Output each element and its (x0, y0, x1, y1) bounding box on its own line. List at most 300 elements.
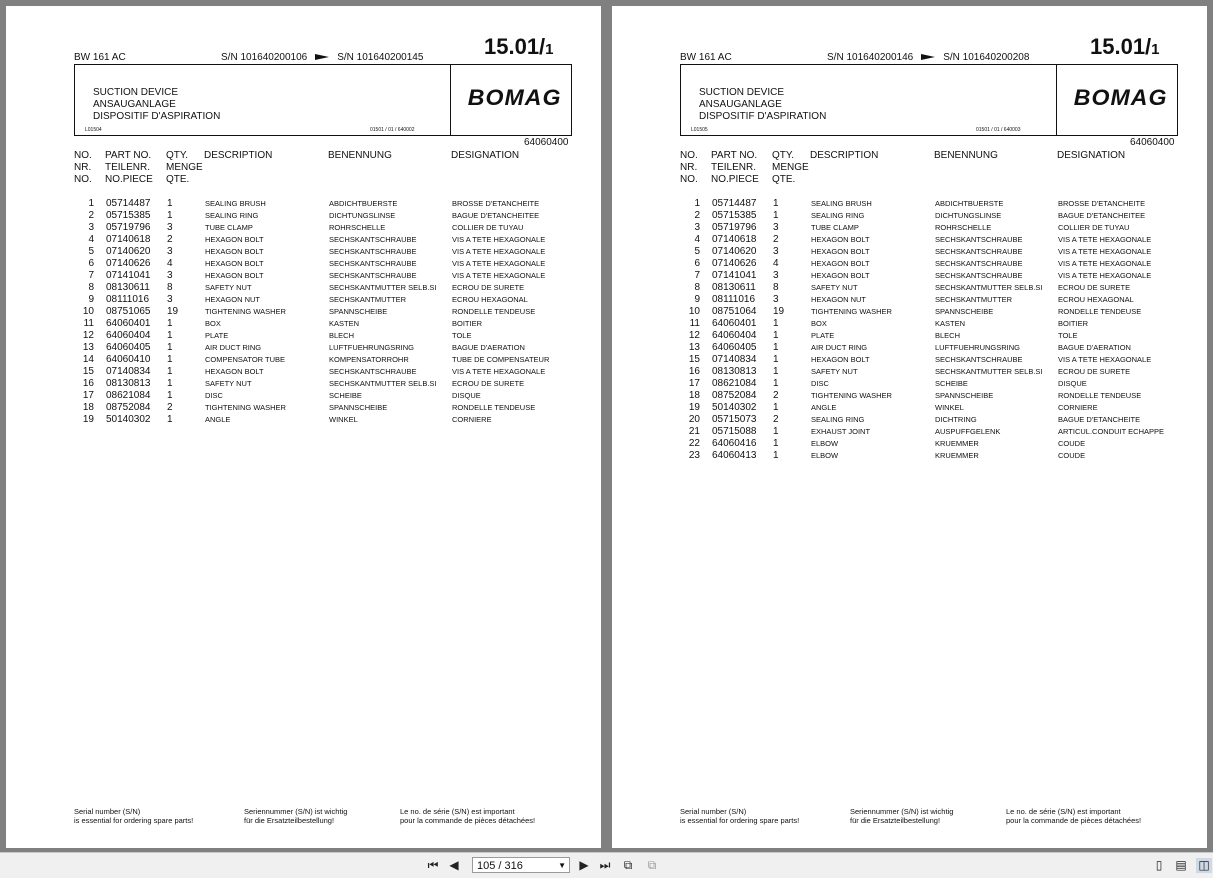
title-en: SUCTION DEVICE (93, 87, 179, 98)
benennung: WINKEL (329, 415, 358, 424)
designation: VIS A TETE HEXAGONALE (452, 271, 546, 280)
table-row (74, 210, 549, 222)
part-number: 07140620 (712, 246, 757, 257)
quantity: 1 (773, 318, 779, 329)
designation: BAGUE D'ETANCHEITEE (1058, 211, 1146, 220)
designation: RONDELLE TENDEUSE (1058, 307, 1142, 316)
header-designation: DESIGNATION (1057, 150, 1126, 161)
part-number: 64060413 (712, 450, 757, 461)
description: HEXAGON BOLT (205, 271, 264, 280)
part-number: 08130611 (712, 282, 756, 293)
item-number: 20 (688, 414, 700, 425)
assembly-part-code: 64060400 (1130, 137, 1175, 148)
quantity: 3 (773, 294, 779, 305)
quantity: 19 (167, 306, 179, 317)
description: HEXAGON BOLT (811, 271, 870, 280)
designation: RONDELLE TENDEUSE (452, 403, 536, 412)
part-number: 08111016 (712, 294, 756, 305)
part-number: 07140834 (712, 354, 757, 365)
item-number: 4 (694, 234, 700, 245)
designation: TOLE (1058, 331, 1078, 340)
benennung: ROHRSCHELLE (329, 223, 386, 232)
designation: BROSSE D'ETANCHEITE (1058, 199, 1146, 208)
item-number: 17 (82, 390, 94, 401)
quantity: 1 (167, 318, 173, 329)
description: SEALING BRUSH (205, 199, 266, 208)
benennung: SECHSKANTSCHRAUBE (935, 271, 1023, 280)
description: TIGHTENING WASHER (205, 307, 286, 316)
quantity: 2 (773, 234, 779, 245)
model-name: BW 161 AC (680, 52, 732, 63)
part-number: 50140302 (712, 402, 757, 413)
benennung: SECHSKANTSCHRAUBE (935, 355, 1023, 364)
quantity: 1 (167, 378, 173, 389)
description: HEXAGON BOLT (811, 259, 870, 268)
designation: TOLE (452, 331, 472, 340)
footer-en: Serial number (S/N) is essential for ordering spare parts! (74, 807, 194, 825)
quantity: 19 (773, 306, 785, 317)
description: HEXAGON BOLT (811, 355, 870, 364)
page-number-sub: 1 (545, 41, 554, 58)
header-no: NO. NR. NO. (74, 150, 92, 185)
item-number: 7 (694, 270, 700, 281)
description: SAFETY NUT (205, 379, 252, 388)
benennung: ABDICHTBUERSTE (935, 199, 1004, 208)
description: SEALING RING (811, 211, 865, 220)
designation: ECROU DE SURETE (452, 379, 525, 388)
quantity: 2 (773, 390, 779, 401)
page-number-input[interactable] (472, 857, 570, 873)
part-number: 64060404 (712, 330, 757, 341)
part-number: 08130813 (106, 378, 151, 389)
part-number: 08752084 (712, 390, 757, 401)
description: AIR DUCT RING (811, 343, 868, 352)
designation: BAGUE D'AERATION (452, 343, 525, 352)
designation: ECROU DE SURETE (1058, 367, 1131, 376)
designation: ARTICUL.CONDUIT ECHAPPE (1058, 427, 1164, 436)
quantity: 3 (167, 222, 173, 233)
item-number: 2 (694, 210, 700, 221)
benennung: SECHSKANTMUTTER SELB.SI (329, 283, 437, 292)
item-number: 6 (88, 258, 94, 269)
item-number: 21 (688, 426, 700, 437)
item-number: 12 (688, 330, 700, 341)
catalog-page-number (484, 34, 554, 60)
description: TUBE CLAMP (205, 223, 253, 232)
benennung: SPANNSCHEIBE (935, 307, 994, 316)
table-row (74, 342, 549, 354)
quantity: 4 (773, 258, 779, 269)
quantity: 3 (773, 270, 779, 281)
item-number: 16 (688, 366, 700, 377)
description: HEXAGON BOLT (205, 367, 264, 376)
table-row (680, 402, 1164, 414)
part-number: 05714487 (712, 198, 757, 209)
description: TUBE CLAMP (811, 223, 859, 232)
part-number: 64060405 (106, 342, 151, 353)
part-number: 07141041 (106, 270, 151, 281)
quantity: 1 (167, 354, 173, 365)
page-number-sub: 1 (1151, 41, 1160, 58)
table-row (74, 318, 549, 330)
benennung: SECHSKANTMUTTER SELB.SI (329, 379, 437, 388)
serial-to: S/N 101640200208 (943, 52, 1030, 63)
footer-fr: Le no. de série (S/N) est important pour la commande de pièces détachées! (1006, 807, 1142, 825)
item-number: 13 (688, 342, 700, 353)
description: HEXAGON BOLT (811, 247, 870, 256)
benennung: BLECH (329, 331, 355, 340)
title-box (74, 64, 572, 136)
item-number: 11 (83, 318, 94, 329)
benennung: AUSPUFFGELENK (935, 427, 1001, 436)
table-row (680, 342, 1164, 354)
header-qty: QTY. MENGE QTE. (772, 150, 809, 185)
table-row (74, 270, 549, 282)
title-de: ANSAUGANLAGE (699, 99, 782, 110)
table-row (74, 414, 549, 426)
designation: ECROU DE SURETE (1058, 283, 1131, 292)
header-description: DESCRIPTION (810, 150, 879, 161)
footer-de: Seriennummer (S/N) ist wichtig für die Ersatzteilbestellung! (244, 807, 348, 825)
continuous-icon[interactable]: ▤ (1175, 858, 1187, 872)
item-number: 5 (88, 246, 94, 257)
table-row (680, 222, 1164, 234)
title-en: SUCTION DEVICE (699, 87, 785, 98)
header-benennung: BENENNUNG (328, 150, 392, 161)
quantity: 1 (773, 342, 779, 353)
item-number: 3 (88, 222, 94, 233)
part-number: 05715073 (712, 414, 757, 425)
header-description: DESCRIPTION (204, 150, 273, 161)
quantity: 1 (773, 354, 779, 365)
parts-table (680, 198, 1164, 462)
item-number: 14 (82, 354, 94, 365)
item-number: 8 (694, 282, 700, 293)
designation: VIS A TETE HEXAGONALE (1058, 235, 1152, 244)
table-row (74, 234, 549, 246)
benennung: ABDICHTBUERSTE (329, 199, 398, 208)
description: ANGLE (205, 415, 231, 424)
quantity: 1 (773, 366, 779, 377)
quantity: 1 (167, 414, 173, 425)
quantity: 3 (773, 246, 779, 257)
quantity: 3 (167, 294, 173, 305)
section-titles (93, 87, 220, 123)
benennung: SECHSKANTSCHRAUBE (329, 259, 417, 268)
serial-range (827, 52, 1029, 63)
designation: CORNIERE (1058, 403, 1098, 412)
description: HEXAGON BOLT (811, 235, 870, 244)
quantity: 4 (167, 258, 173, 269)
item-number: 5 (694, 246, 700, 257)
designation: COUDE (1058, 439, 1086, 448)
quantity: 1 (773, 426, 779, 437)
table-row (74, 366, 549, 378)
page-number-value: 105 / 316 (477, 860, 523, 872)
benennung: DICHTUNGSLINSE (935, 211, 1002, 220)
item-number: 7 (88, 270, 94, 281)
group-code: 01501 / 01 / 640002 (370, 127, 415, 133)
table-row (74, 306, 549, 318)
quantity: 1 (167, 390, 173, 401)
quantity: 1 (167, 210, 173, 221)
table-row (680, 198, 1164, 210)
last-page-icon[interactable]: ⏭ (599, 858, 611, 872)
benennung: ROHRSCHELLE (935, 223, 992, 232)
footer-fr: Le no. de série (S/N) est important pour la commande de pièces détachées! (400, 807, 536, 825)
part-number: 08751065 (106, 306, 151, 317)
part-number: 07140626 (712, 258, 757, 269)
page-number-main: 15.01/ (484, 34, 546, 59)
designation: RONDELLE TENDEUSE (452, 307, 536, 316)
designation: VIS A TETE HEXAGONALE (452, 235, 546, 244)
quantity: 8 (773, 282, 779, 293)
description: HEXAGON NUT (811, 295, 867, 304)
description: COMPENSATOR TUBE (205, 355, 286, 364)
quantity: 8 (167, 282, 173, 293)
designation: BAGUE D'AERATION (1058, 343, 1131, 352)
description: DISC (205, 391, 223, 400)
description: PLATE (205, 331, 229, 340)
table-row (74, 354, 549, 366)
item-number: 16 (82, 378, 94, 389)
description: ELBOW (811, 451, 839, 460)
item-number: 1 (88, 198, 94, 209)
item-number: 23 (688, 450, 700, 461)
description: EXHAUST JOINT (811, 427, 871, 436)
item-number: 18 (82, 402, 94, 413)
benennung: SECHSKANTSCHRAUBE (935, 235, 1023, 244)
item-number: 12 (82, 330, 94, 341)
designation: VIS A TETE HEXAGONALE (1058, 271, 1152, 280)
table-row (680, 378, 1164, 390)
description: HEXAGON NUT (205, 295, 261, 304)
designation: RONDELLE TENDEUSE (1058, 391, 1142, 400)
designation: VIS A TETE HEXAGONALE (452, 367, 546, 376)
arrow-right-icon (315, 54, 329, 60)
header-part-no: PART NO. TEILENR. NO.PIECE (711, 150, 759, 185)
part-number: 07140618 (712, 234, 757, 245)
item-number: 18 (688, 390, 700, 401)
part-number: 08111016 (106, 294, 150, 305)
serial-range (221, 52, 423, 63)
quantity: 3 (167, 270, 173, 281)
part-number: 05719796 (712, 222, 757, 233)
footer-en: Serial number (S/N) is essential for ordering spare parts! (680, 807, 800, 825)
description: TIGHTENING WASHER (205, 403, 286, 412)
item-number: 22 (688, 438, 700, 449)
table-row (680, 450, 1164, 462)
part-number: 64060401 (712, 318, 757, 329)
description: ANGLE (811, 403, 837, 412)
benennung: SECHSKANTSCHRAUBE (935, 259, 1023, 268)
part-number: 08621084 (106, 390, 151, 401)
quantity: 3 (773, 222, 779, 233)
prev-page-icon[interactable]: ◀ (449, 858, 459, 872)
part-number: 08752084 (106, 402, 151, 413)
benennung: SCHEIBE (329, 391, 362, 400)
item-number: 19 (688, 402, 700, 413)
bomag-logo: BOMAG (467, 85, 562, 110)
part-number: 64060404 (106, 330, 151, 341)
designation: VIS A TETE HEXAGONALE (1058, 259, 1152, 268)
quantity: 2 (167, 234, 173, 245)
header-no: NO. NR. NO. (680, 150, 698, 185)
benennung: SECHSKANTMUTTER (329, 295, 407, 304)
table-row (680, 234, 1164, 246)
benennung: KOMPENSATORROHR (329, 355, 409, 364)
part-number: 05715385 (106, 210, 151, 221)
drawing-code: L01504 (85, 127, 102, 133)
item-number: 10 (82, 306, 94, 317)
quantity: 1 (167, 198, 173, 209)
part-number: 05714487 (106, 198, 151, 209)
title-box (680, 64, 1178, 136)
table-row (680, 318, 1164, 330)
description: SEALING BRUSH (811, 199, 872, 208)
designation: VIS A TETE HEXAGONALE (452, 247, 546, 256)
benennung: SECHSKANTSCHRAUBE (329, 235, 417, 244)
description: AIR DUCT RING (205, 343, 262, 352)
description: BOX (205, 319, 221, 328)
designation: BAGUE D'ETANCHEITEE (452, 211, 540, 220)
two-page-icon[interactable]: ◫ (1196, 858, 1212, 873)
benennung: SECHSKANTSCHRAUBE (935, 247, 1023, 256)
title-de: ANSAUGANLAGE (93, 99, 176, 110)
bomag-logo: BOMAG (1073, 85, 1168, 110)
item-number: 8 (88, 282, 94, 293)
table-row (74, 198, 549, 210)
chevron-down-icon[interactable]: ▼ (558, 861, 566, 870)
serial-from: S/N 101640200146 (827, 52, 914, 63)
designation: DISQUE (452, 391, 481, 400)
designation: BROSSE D'ETANCHEITE (452, 199, 540, 208)
quantity: 1 (773, 330, 779, 341)
designation: COLLIER DE TUYAU (1058, 223, 1130, 232)
designation: BAGUE D'ETANCHEITE (1058, 415, 1141, 424)
title-fr: DISPOSITIF D'ASPIRATION (93, 111, 221, 122)
table-row (680, 306, 1164, 318)
part-number: 05715088 (712, 426, 757, 437)
quantity: 1 (167, 342, 173, 353)
next-page-icon[interactable]: ▶ (579, 858, 589, 872)
part-number: 50140302 (106, 414, 151, 425)
designation: ECROU HEXAGONAL (452, 295, 528, 304)
benennung: SECHSKANTMUTTER SELB.SI (935, 283, 1043, 292)
model-name: BW 161 AC (74, 52, 126, 63)
table-row (74, 294, 549, 306)
part-number: 08751064 (712, 306, 757, 317)
item-number: 13 (82, 342, 94, 353)
table-row (680, 270, 1164, 282)
first-page-icon[interactable]: ⏮ (427, 858, 439, 872)
item-number: 6 (694, 258, 700, 269)
part-number: 05715385 (712, 210, 757, 221)
serial-to: S/N 101640200145 (337, 52, 424, 63)
benennung: KRUEMMER (935, 451, 979, 460)
benennung: DICHTUNGSLINSE (329, 211, 396, 220)
description: ELBOW (811, 439, 839, 448)
section-titles (699, 87, 826, 123)
benennung: SECHSKANTMUTTER (935, 295, 1013, 304)
part-number: 64060405 (712, 342, 757, 353)
assembly-part-code: 64060400 (524, 137, 569, 148)
designation: BOITIER (452, 319, 483, 328)
description: TIGHTENING WASHER (811, 391, 892, 400)
quantity: 2 (167, 402, 173, 413)
description: SAFETY NUT (811, 283, 858, 292)
quantity: 2 (773, 414, 779, 425)
single-page-icon[interactable]: ▯ (1155, 858, 1163, 872)
item-number: 9 (88, 294, 94, 305)
description: BOX (811, 319, 827, 328)
item-number: 3 (694, 222, 700, 233)
item-number: 11 (689, 318, 700, 329)
designation: BOITIER (1058, 319, 1089, 328)
table-row (680, 414, 1164, 426)
benennung: SECHSKANTMUTTER SELB.SI (935, 367, 1043, 376)
table-row (680, 390, 1164, 402)
quantity: 1 (773, 378, 779, 389)
designation: ECROU HEXAGONAL (1058, 295, 1134, 304)
quantity: 3 (167, 246, 173, 257)
quantity: 1 (773, 450, 779, 461)
part-number: 08621084 (712, 378, 757, 389)
benennung: SECHSKANTSCHRAUBE (329, 271, 417, 280)
table-row (680, 426, 1164, 438)
part-number: 07140620 (106, 246, 151, 257)
copy-icon[interactable]: ⧉ (623, 858, 633, 872)
catalog-page-left (6, 6, 601, 848)
part-number: 07141041 (712, 270, 757, 281)
description: TIGHTENING WASHER (811, 307, 892, 316)
arrow-right-icon (921, 54, 935, 60)
quantity: 1 (773, 438, 779, 449)
header-part-no: PART NO. TEILENR. NO.PIECE (105, 150, 153, 185)
designation: VIS A TETE HEXAGONALE (1058, 247, 1152, 256)
designation: ECROU DE SURETE (452, 283, 525, 292)
page-number-main: 15.01/ (1090, 34, 1152, 59)
quantity: 1 (167, 366, 173, 377)
benennung: SPANNSCHEIBE (329, 403, 388, 412)
designation: DISQUE (1058, 379, 1087, 388)
table-row (74, 258, 549, 270)
table-row (74, 222, 549, 234)
table-row (74, 390, 549, 402)
quantity: 1 (773, 402, 779, 413)
part-number: 64060416 (712, 438, 757, 449)
catalog-page-right (612, 6, 1207, 848)
table-row (680, 246, 1164, 258)
table-row (680, 354, 1164, 366)
designation: TUBE DE COMPENSATEUR (452, 355, 550, 364)
designation: VIS A TETE HEXAGONALE (1058, 355, 1152, 364)
item-number: 4 (88, 234, 94, 245)
description: PLATE (811, 331, 835, 340)
benennung: LUFTFUEHRUNGSRING (329, 343, 415, 352)
header-designation: DESIGNATION (451, 150, 520, 161)
benennung: DICHTRING (935, 415, 977, 424)
description: SAFETY NUT (205, 283, 252, 292)
part-number: 05719796 (106, 222, 151, 233)
description: HEXAGON BOLT (205, 235, 264, 244)
quantity: 1 (773, 198, 779, 209)
table-row (74, 402, 549, 414)
designation: VIS A TETE HEXAGONALE (452, 259, 546, 268)
item-number: 15 (688, 354, 700, 365)
benennung: KASTEN (329, 319, 360, 328)
table-row (74, 330, 549, 342)
